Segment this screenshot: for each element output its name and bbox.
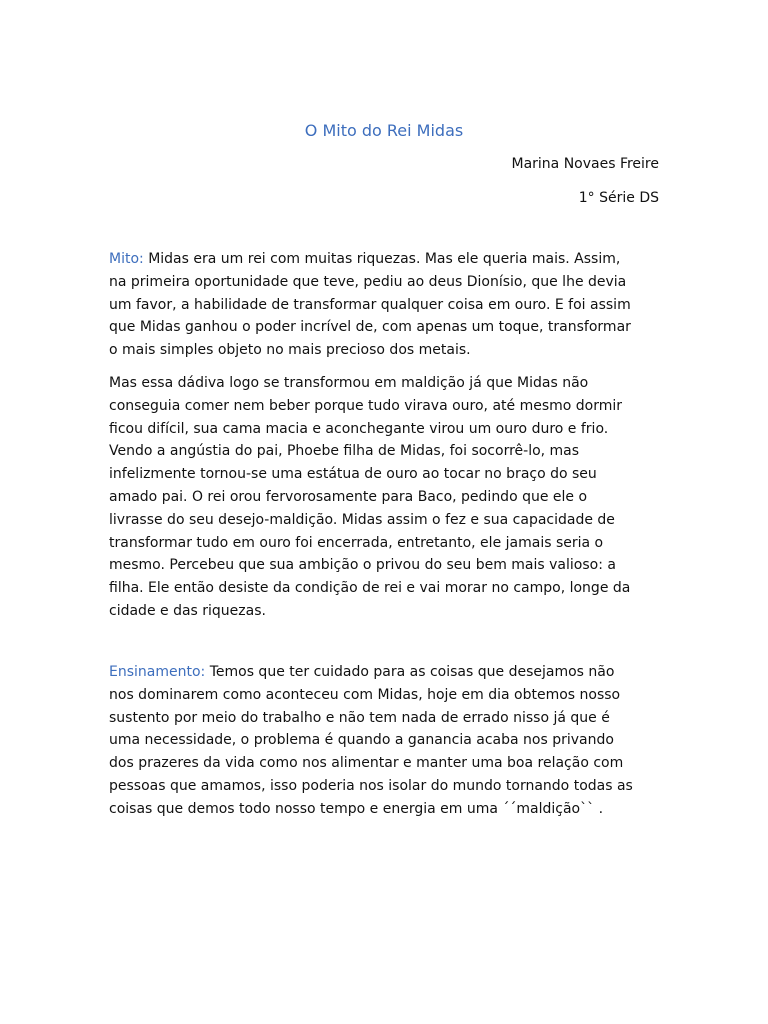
section-label: Mito: (109, 251, 144, 267)
author-name: Marina Novaes Freire (511, 156, 659, 172)
section-ensinamento (109, 661, 661, 821)
paragraph-line: Ensinamento: Temos que ter cuidado para as coisas que desejamos não (109, 664, 615, 680)
paragraph-line: nos dominarem como aconteceu com Midas, hoje em dia obtemos nosso (109, 686, 621, 703)
section-mito (109, 248, 661, 362)
paragraph-line: que Midas ganhou o poder incrível de, com apenas um toque, transformar (109, 319, 631, 336)
paragraph-line: mesmo. Percebeu que sua ambição o privou do seu bem mais valioso: a (109, 557, 616, 574)
document-title: O Mito do Rei Midas (304, 121, 464, 140)
paragraph-line: Mas essa dádiva logo se transformou em maldição já que Midas não (109, 375, 589, 391)
paragraph-line: Vendo a angústia do pai, Phoebe filha de Midas, foi socorrê-lo, mas (109, 443, 580, 460)
section-story (109, 372, 661, 623)
paragraph-line: sustento por meio do trabalho e não tem nada de errado nisso já que é (109, 709, 610, 726)
paragraph-line: na primeira oportunidade que teve, pediu ao deus Dionísio, que lhe devia (109, 273, 627, 290)
grade-label: 1° Série DS (578, 190, 659, 206)
paragraph-line: amado pai. O rei orou fervorosamente para Baco, pedindo que ele o (109, 488, 588, 505)
paragraph-line: dos prazeres da vida como nos alimentar e manter uma boa relação com (109, 755, 624, 772)
paragraph-line: o mais simples objeto no mais precioso dos metais. (109, 342, 471, 359)
paragraph-line: filha. Ele então desiste da condição de rei e vai morar no campo, longe da (109, 580, 631, 597)
section-label: Ensinamento: (109, 664, 206, 680)
paragraph-line: transformar tudo em ouro foi encerrada, entretanto, ele jamais seria o (109, 534, 604, 551)
paragraph-line: conseguia comer nem beber porque tudo virava ouro, até mesmo dormir (109, 397, 623, 414)
paragraph-line: Mito: Midas era um rei com muitas riquezas. Mas ele queria mais. Assim, (109, 251, 621, 267)
paragraph-line: pessoas que amamos, isso poderia nos isolar do mundo tornando todas as (109, 777, 633, 794)
paragraph-line: cidade e das riquezas. (109, 602, 266, 619)
paragraph-line: um favor, a habilidade de transformar qualquer coisa em ouro. E foi assim (109, 296, 631, 313)
paragraph-line: coisas que demos todo nosso tempo e energia em uma ´´maldição`` . (109, 800, 604, 817)
paragraph-line: infelizmente tornou-se uma estátua de ouro ao tocar no braço do seu (109, 466, 597, 483)
paragraph-line: livrasse do seu desejo-maldição. Midas assim o fez e sua capacidade de (109, 511, 615, 528)
paragraph-line: ficou difícil, sua cama macia e aconchegante virou um ouro duro e frio. (109, 420, 609, 437)
paragraph-line: uma necessidade, o problema é quando a ganancia acaba nos privando (109, 732, 614, 749)
